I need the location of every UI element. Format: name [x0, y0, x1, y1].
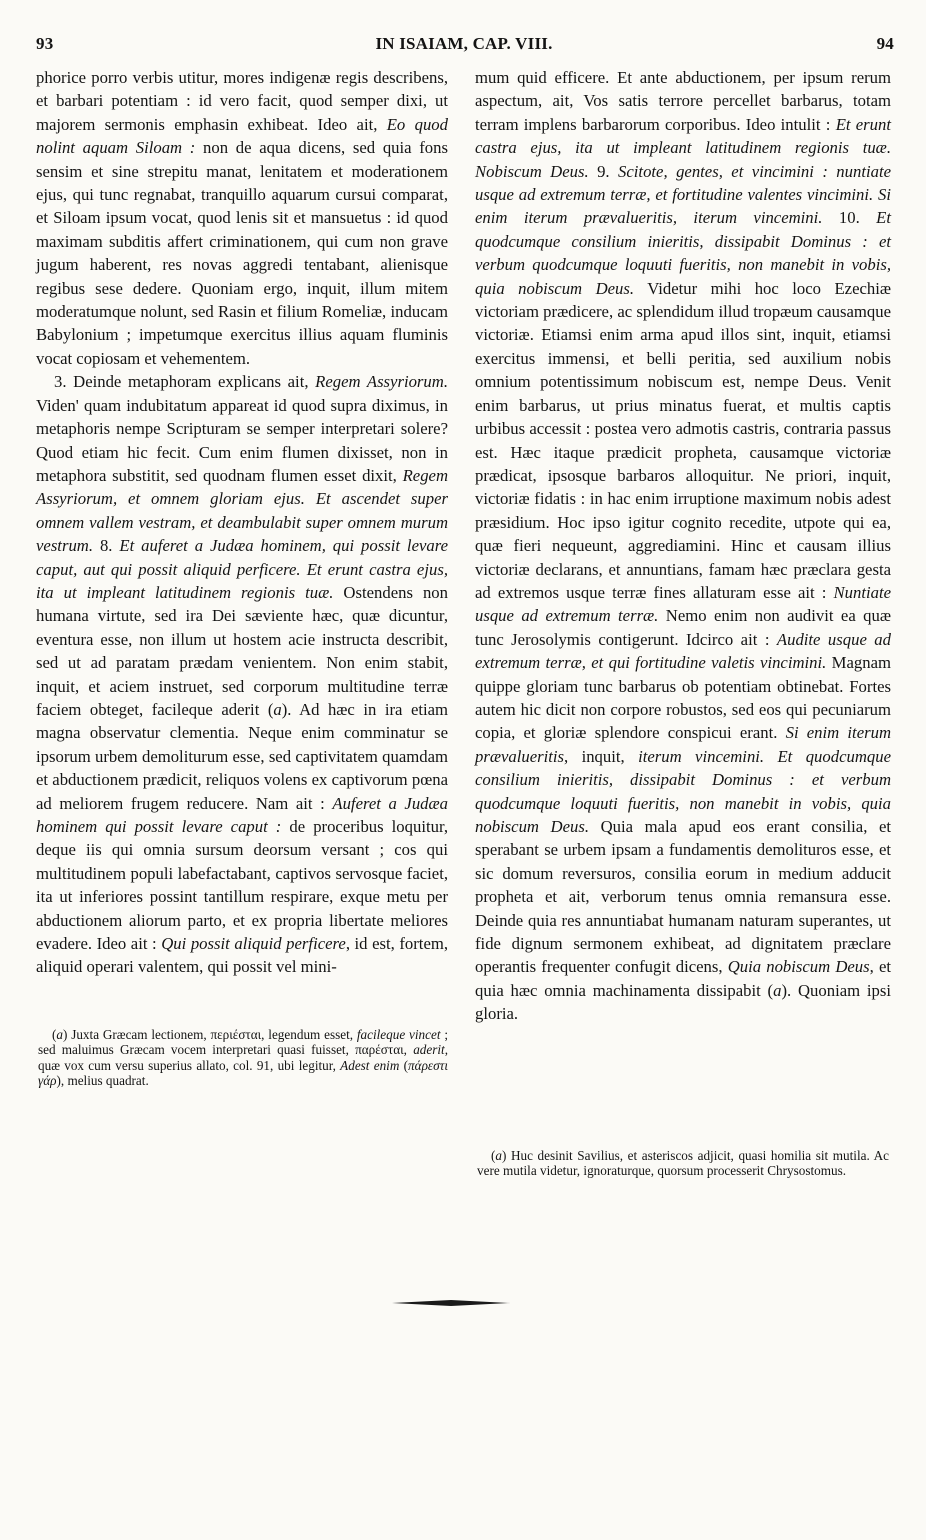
text-run: mum quid efficere. Et ante abductionem, per ipsum rerum aspectum, ait, Vos satis terrore percellet barbarus, totam terram implens barbarorum corporibus. Ideo intulit :	[475, 68, 891, 134]
text-run: Viden' quam indubitatum appareat id quod supra diximus, in metaphoris nempe Scripturam se semper interpretari solere? Quod etiam hic fecit. Cum enim flumen dixisset, non in metaphora substitit, sed quodnam flumen esset dixit,	[36, 395, 448, 485]
italic-run: Adest enim	[340, 1057, 400, 1073]
end-ornament-rule	[392, 1298, 510, 1308]
right-footnote	[477, 1148, 889, 1179]
italic-run: iterum vincemini. Et quodcumque consilium inieritis, dissipabit Dominus : et verbum quodcumque loquuti fueritis, non manebit in vobis, quia nobiscum Deus.	[475, 746, 891, 836]
text-run: , et quia hæc omnia machinamenta dissipabit (	[475, 957, 891, 1000]
text-run: Quia mala apud eos erant consilia, et sperabant se urbem ipsam a fundamentis demolituros esse, et sic domum reversuros, consilia eorum in medium adducit propheta et ait, verborum tenus omnia remansura esse. Deinde quia res annuntiabat humanam naturam superantes, ut fide dignum sermonem exhibeat, ad dignitatem præclare operantis frequenter confugit dicens,	[475, 817, 891, 977]
text-run: , quæ vox cum versu superius allato, col. 91, ubi legitur,	[38, 1042, 448, 1073]
left-paragraph-2	[36, 370, 448, 979]
text-run: ) Juxta Græcam lectionem, περιέσται, legendum esset,	[63, 1027, 357, 1042]
text-run: 9.	[588, 161, 619, 181]
text-run: ). Quoniam ipsi gloria.	[475, 980, 891, 1024]
right-column	[475, 66, 891, 1026]
italic-run: Audite usque ad extremum terræ, et qui fortitudine valetis vincimini.	[475, 629, 891, 673]
italic-run: Scitote, gentes, et vincimini : nuntiate usque ad extremum terræ, et fortitudine valentes vincimini. Si enim iterum prævalueritis, iterum vincemini.	[475, 161, 891, 228]
italic-run: Regem Assyriorum, et omnem gloriam ejus. Et ascendet super omnem vallem vestram, et deambulabit super omnem murum vestrum.	[36, 465, 448, 556]
text-run: ) Huc desinit Savilius, et asteriscos adjicit, quasi homilia sit mutila. Ac vere mutila videtur, ignoraturque, quorsum processerit Chrysostomus.	[477, 1148, 889, 1179]
italic-run: Qui possit aliquid perficere	[161, 934, 346, 954]
italic-run: Eo quod nolint aquam Siloam :	[36, 114, 448, 158]
left-column	[36, 66, 448, 979]
italic-run: πάρεστι γάρ	[38, 1057, 448, 1088]
right-paragraph-1	[475, 66, 891, 1026]
text-run: 8.	[93, 536, 120, 556]
italic-run: a	[56, 1027, 63, 1042]
left-paragraph-1	[36, 66, 448, 370]
text-run: Ostendens non humana virtute, sed ira Dei sæviente hæc, quæ dicuntur, eventura esse, non illum ut hostem acie instructa describit, sed ut ad paratam prædam venientem. Non enim stabit, inquit, et aciem instruet, sed corporum multitudine terræ faciem obteget, facileque aderit (	[36, 582, 448, 719]
italic-run: a	[773, 980, 782, 1000]
text-run: non de aqua dicens, sed quia fons sensim et sine strepitu manat, lenitatem et moderationem ejus, qui tunc regnabat, tranquillo aquarum cursui comparat, et Siloam ipsum vocat, quod lenis sit et mansuetus : id quod maximam subditis affert criminationem, qui cum non grave jugum haberent, res novas aggredi tentabant, alienisque regibus sese dedere. Quoniam ergo, inquit, illum mitem moderatumque nolunt, sed Rasin et filium Romeliæ, inducam Babylonium ; impetumque exercitus illius aquam fluminis vocat copiosam et vehementem.	[36, 138, 448, 368]
text-run: 3. Deinde metaphoram explicans ait,	[54, 372, 316, 392]
text-run: Magnam quippe gloriam tunc barbarus ob potentiam obtinebat. Fortes autem hic dicit non corpore robustos, sed eos qui pecuniarum copia, et gloriæ splendore conspicui erant.	[475, 653, 891, 743]
text-run: (	[491, 1148, 496, 1163]
italic-run: a	[273, 699, 282, 719]
text-run: de proceribus loquitur, deque iis qui omnia sursum deorsum versant ; cos qui multitudinem populi labefactabant, captivos servosque faciet, ita ut inferiores possint tantillum respirare, exque metu per abductionem aliorum parto, et ex propria libertate meliores evadere. Ideo ait :	[36, 817, 449, 954]
page-number-right: 94	[876, 34, 894, 53]
running-title: IN ISAIAM, CAP. VIII.	[375, 34, 553, 53]
italic-run: Et quodcumque consilium inieritis, dissipabit Dominus : et verbum quodcumque loquuti fueritis, non manebit in vobis, quia nobiscum Deus.	[475, 208, 892, 298]
italic-run: Auferet a Judæa hominem qui possit levare caput :	[36, 793, 448, 836]
text-run: (	[52, 1027, 57, 1042]
text-run: phorice porro verbis utitur, mores indigenæ regis describens, et barbari potentiam : id vero facit, quod semper dixi, ut majorem sermonis emphasin exhibeat. Ideo ait,	[36, 68, 448, 134]
text-run: ). Ad hæc in ira etiam magna observatur clementia. Neque enim comminatur se ipsorum urbem demoliturum esse, sed captivitatem quamdam et abductionem prædicit, reliquos volens ex captivorum pœna ad meliorem frugem reducere. Nam ait :	[36, 699, 449, 813]
text-run: ), melius quadrat.	[56, 1072, 149, 1088]
italic-run: facileque vincet	[356, 1027, 441, 1042]
italic-run: Et erunt castra ejus, ita ut impleant latitudinem regionis tuæ. Nobiscum Deus.	[475, 114, 891, 181]
text-run: ; sed maluimus Græcam vocem interpretari quasi fuisset, παρέσται,	[38, 1027, 448, 1058]
text-run: 10.	[822, 208, 877, 228]
italic-run: Nuntiate usque ad extremum terræ.	[475, 582, 891, 626]
text-run: , id est, fortem, aliquid operari valentem, qui possit vel mini-	[36, 934, 448, 977]
text-run: , inquit,	[564, 746, 639, 766]
running-head	[32, 34, 896, 60]
text-run: Videtur mihi hoc loco Ezechiæ victoriam prædicere, ac splendidum illud tropæum causamque victoriæ. Etiamsi enim arma apud illos sint, inquit, etiamsi exercitus immensi, et belli peritia, sed auxilium nobis omnium potentissimum nobiscum est, nempe Deus. Venit enim barbarus, ut prius minatus fuerat, et multis captis urbibus accessit : postea vero admotis castris, contraria passus est. Hæc itaque prædicit propheta, causamque victoriæ prædicat, ipsosque barbaros alloquitur. Ne priori, inquit, victoriæ fidatis : in hac enim irruptione maximum nobis adest præsidium. Hoc ipso igitur cognito recedite, utpote qui ea, quæ fieri nequeunt, aggrediamini. Hinc et causam illius victoriæ declarans, et annuntians, famam hæc præclara gesta ad extremos usque terræ fines allaturam esse ait :	[475, 278, 891, 602]
italic-run: a	[495, 1148, 502, 1163]
italic-run: Et auferet a Judæa hominem, qui possit levare caput, aut qui possit aliquid perficere. Et erunt castra ejus, ita ut impleant latitudinem regionis tuæ.	[36, 536, 449, 602]
left-footnote	[38, 1027, 448, 1088]
italic-run: Quia nobiscum Deus	[727, 957, 870, 977]
page-number-left: 93	[36, 34, 54, 53]
italic-run: Si enim iterum prævalueritis	[475, 723, 891, 766]
text-run: Nemo enim non audivit ea quæ tunc Jerosolymis contigerunt. Idcirco ait :	[475, 606, 891, 649]
text-run: (	[399, 1057, 409, 1073]
italic-run: aderit	[413, 1042, 445, 1058]
italic-run: Regem Assyriorum.	[315, 372, 448, 392]
